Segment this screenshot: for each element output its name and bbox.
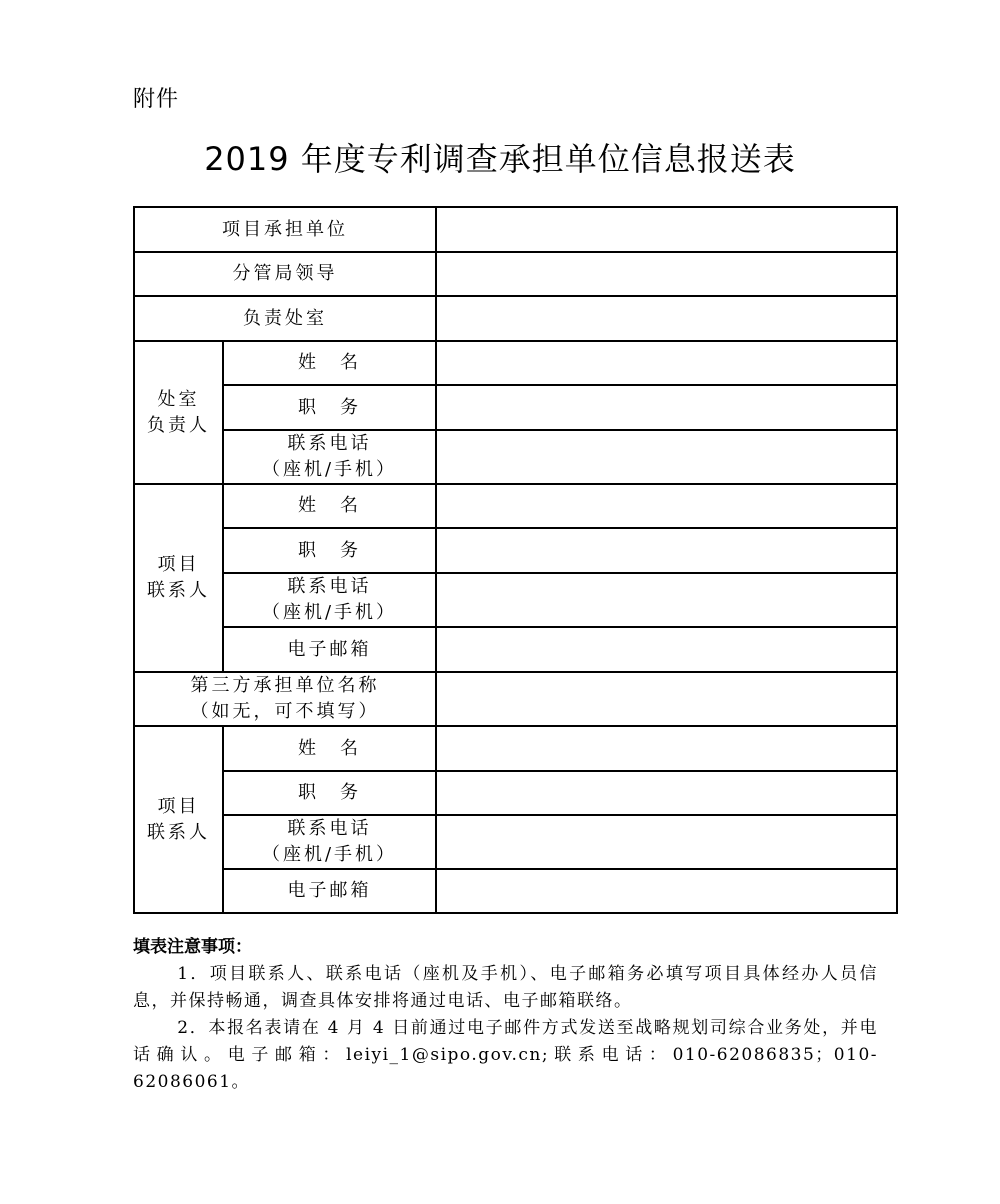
office-label: 负责处室 (134, 296, 436, 341)
third-party-contact-phone-line2: （座机/手机） (261, 844, 398, 865)
office-head-position-cell[interactable] (436, 385, 897, 430)
office-head-group-label (134, 341, 223, 484)
project-contact-phone-cell[interactable] (436, 573, 897, 627)
third-party-value-cell[interactable] (436, 672, 897, 726)
third-party-contact-email-cell[interactable] (436, 869, 897, 913)
notes-section (133, 934, 878, 1096)
project-contact-email-label: 电子邮箱 (223, 627, 436, 672)
project-contact-group-line1: 项目 (157, 554, 200, 575)
third-party-line2: （如无，可不填写） (190, 701, 380, 722)
attachment-label: 附件 (133, 87, 180, 112)
third-party-contact-name-label: 姓 名 (223, 726, 436, 771)
table-row (134, 430, 897, 484)
table-row (134, 296, 897, 341)
table-row (134, 627, 897, 672)
third-party-contact-phone-cell[interactable] (436, 815, 897, 869)
table-row (134, 207, 897, 252)
table-row (134, 573, 897, 627)
notes-heading: 填表注意事项： (133, 937, 252, 957)
info-form-table (133, 206, 898, 914)
table-row (134, 484, 897, 528)
unit-label: 项目承担单位 (134, 207, 436, 252)
project-contact-phone-label (223, 573, 436, 627)
project-contact-group-line2: 联系人 (147, 580, 210, 601)
notes-item-1: 1．项目联系人、联系电话（座机及手机）、电子邮箱务必填写项目具体经办人员信息，并保持畅通，调查具体安排将通过电话、电子邮箱联络。 (133, 964, 878, 1011)
table-row (134, 385, 897, 430)
third-party-line1: 第三方承担单位名称 (190, 675, 380, 696)
third-party-contact-name-cell[interactable] (436, 726, 897, 771)
project-contact-group-label (134, 484, 223, 672)
third-party-contact-position-cell[interactable] (436, 771, 897, 815)
table-row (134, 771, 897, 815)
unit-value-cell[interactable] (436, 207, 897, 252)
project-contact-name-cell[interactable] (436, 484, 897, 528)
office-head-group-line1: 处室 (157, 388, 200, 410)
notes-item-2: 2．本报名表请在 4 月 4 日前通过电子邮件方式发送至战略规划司综合业务处，并电话确认。电子邮箱：leiyi_1@sipo.gov.cn;联系电话：010-62086835；010-62086061。 (133, 1018, 878, 1092)
project-contact-phone-line1: 联系电话 (287, 576, 372, 597)
third-party-contact-email-label: 电子邮箱 (223, 869, 436, 913)
office-head-group-line2: 负责人 (147, 414, 210, 436)
project-contact-name-label: 姓 名 (223, 484, 436, 528)
office-head-name-cell[interactable] (436, 341, 897, 385)
project-contact-email-cell[interactable] (436, 627, 897, 672)
third-party-contact-phone-line1: 联系电话 (287, 818, 372, 839)
table-row (134, 726, 897, 771)
leader-value-cell[interactable] (436, 252, 897, 296)
third-party-contact-group-line1: 项目 (157, 795, 200, 817)
table-row (134, 341, 897, 385)
leader-label: 分管局领导 (134, 252, 436, 296)
third-party-contact-group-label (134, 726, 223, 913)
page-title: 2019 年度专利调查承担单位信息报送表 (204, 140, 796, 178)
table-row (134, 869, 897, 913)
third-party-contact-position-label: 职 务 (223, 771, 436, 815)
third-party-contact-phone-label (223, 815, 436, 869)
third-party-contact-group-line2: 联系人 (147, 821, 210, 843)
table-row (134, 528, 897, 573)
office-head-phone-line1: 联系电话 (287, 433, 372, 454)
table-row (134, 252, 897, 296)
table-row (134, 672, 897, 726)
project-contact-phone-line2: （座机/手机） (261, 602, 398, 623)
project-contact-position-label: 职 务 (223, 528, 436, 573)
third-party-label (134, 672, 436, 726)
office-head-position-label: 职 务 (223, 385, 436, 430)
table-row (134, 815, 897, 869)
office-head-phone-cell[interactable] (436, 430, 897, 484)
office-value-cell[interactable] (436, 296, 897, 341)
office-head-phone-label (223, 430, 436, 484)
project-contact-position-cell[interactable] (436, 528, 897, 573)
office-head-name-label: 姓 名 (223, 341, 436, 385)
office-head-phone-line2: （座机/手机） (261, 459, 398, 480)
